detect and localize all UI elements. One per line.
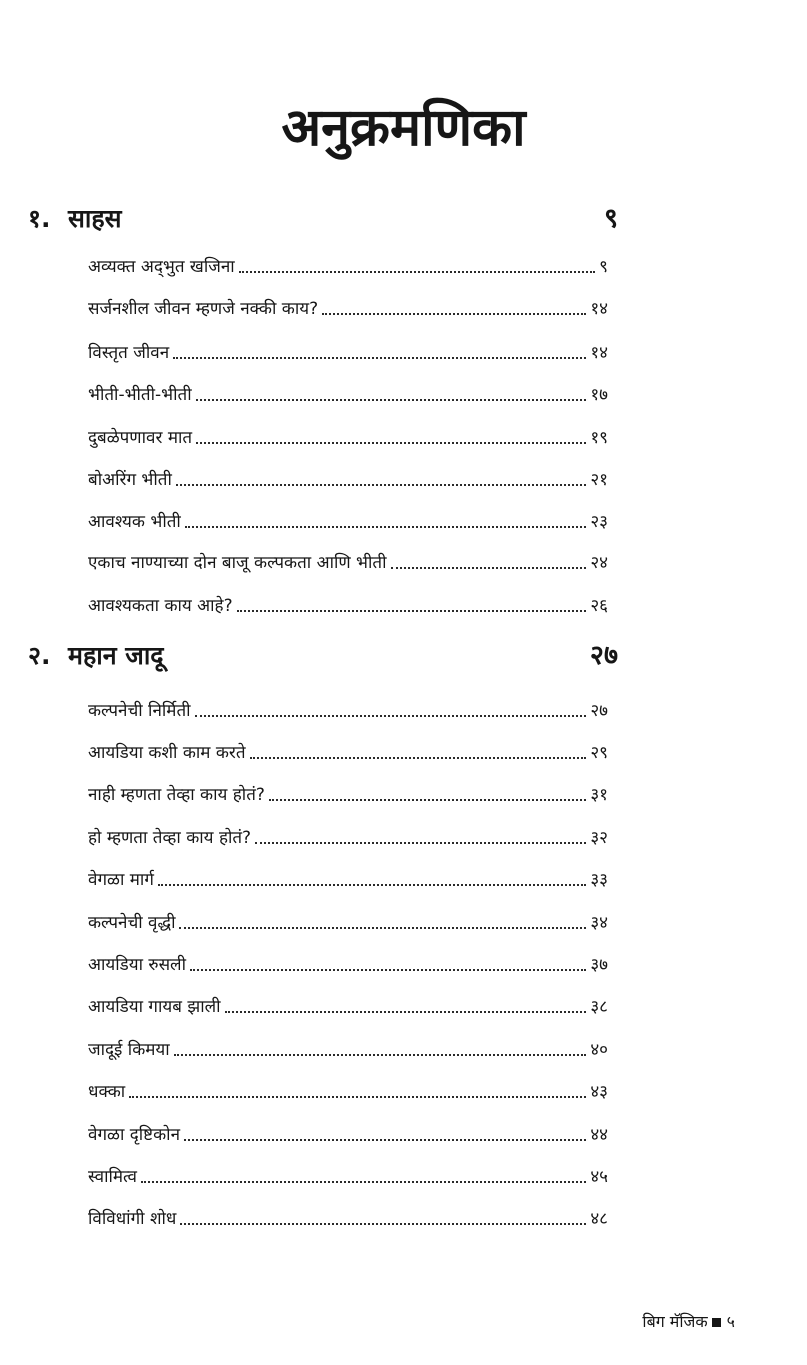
toc-entry-title: बोअरिंग भीती xyxy=(88,470,172,490)
toc-entry-page: ४८ xyxy=(590,1209,608,1229)
dot-leader xyxy=(250,757,587,759)
toc-entry-page: ४० xyxy=(590,1040,608,1060)
dot-leader xyxy=(176,484,586,486)
toc-entry-page: ९ xyxy=(599,257,608,277)
toc-entry-title: हो म्हणता तेव्हा काय होतं? xyxy=(88,828,252,848)
toc-entry xyxy=(88,250,608,280)
toc-entry-title: आवश्यकता काय आहे? xyxy=(88,596,233,616)
toc-entry-page: १४ xyxy=(590,299,608,319)
toc-entry xyxy=(88,778,608,808)
toc-entry xyxy=(88,863,608,893)
toc-entry-page: २७ xyxy=(590,701,608,721)
toc-entry-title: आयडिया रुसली xyxy=(88,955,186,975)
square-bullet-icon xyxy=(712,1318,721,1327)
toc-entry-page: ३८ xyxy=(590,997,608,1017)
toc-entry-page: ३४ xyxy=(590,913,608,933)
toc-entry xyxy=(88,1033,608,1063)
toc-entry xyxy=(88,505,608,535)
section-number: २. xyxy=(28,641,51,670)
toc-entry xyxy=(88,421,608,451)
toc-entry-title: जादूई किमया xyxy=(88,1040,170,1060)
section-page-number: २७ xyxy=(589,640,618,671)
dot-leader xyxy=(196,399,587,401)
section-number: १. xyxy=(28,204,51,233)
section-title: साहस xyxy=(68,204,122,233)
toc-entry-title: स्वामित्व xyxy=(88,1167,137,1187)
toc-entry-page: ४३ xyxy=(590,1082,608,1102)
toc-entry-page: १९ xyxy=(590,428,608,448)
dot-leader xyxy=(322,313,586,315)
toc-entry-title: धक्का xyxy=(88,1082,126,1102)
toc-entry-page: २६ xyxy=(590,596,608,616)
toc-entry-title: वेगळा दृष्टिकोन xyxy=(88,1125,181,1145)
dot-leader xyxy=(269,799,586,801)
dot-leader xyxy=(255,842,586,844)
toc-entry-title: विस्तृत जीवन xyxy=(88,343,170,363)
toc-entry-title: अव्यक्त अद्‌भुत खजिना xyxy=(88,257,235,277)
toc-entry xyxy=(88,694,608,724)
section-heading-2 xyxy=(28,633,618,673)
toc-entry-page: २४ xyxy=(590,553,608,573)
dot-leader xyxy=(195,715,587,717)
toc-entry-title: वेगळा मार्ग xyxy=(88,870,154,890)
toc-entry xyxy=(88,948,608,978)
toc-entry-title: आयडिया कशी काम करते xyxy=(88,743,246,763)
toc-entry-page: २३ xyxy=(590,512,608,532)
dot-leader xyxy=(180,1223,586,1225)
dot-leader xyxy=(196,442,586,444)
toc-entry-title: विविधांगी शोध xyxy=(88,1209,177,1229)
dot-leader xyxy=(179,927,586,929)
section-heading-1 xyxy=(28,196,618,236)
toc-entry-page: ३१ xyxy=(590,785,608,805)
toc-entry xyxy=(88,906,608,936)
toc-entry-title: दुबळेपणावर मात xyxy=(88,428,193,448)
toc-entry-title: सर्जनशील जीवन म्हणजे नक्की काय? xyxy=(88,299,319,319)
section-title: महान जादू xyxy=(68,641,164,670)
toc-entry-title: कल्पनेची निर्मिती xyxy=(88,701,191,721)
toc-entry xyxy=(88,1118,608,1148)
toc-entry-title: एकाच नाण्याच्या दोन बाजू कल्पकता आणि भीती xyxy=(88,553,387,573)
toc-entry xyxy=(88,990,608,1020)
toc-entry xyxy=(88,463,608,493)
toc-entry xyxy=(88,1202,608,1232)
toc-entry xyxy=(88,546,608,576)
dot-leader xyxy=(174,1054,587,1056)
page-title: अनुक्रमणिका xyxy=(281,98,526,158)
toc-entry xyxy=(88,378,608,408)
toc-entry-page: ३७ xyxy=(590,955,608,975)
toc-entry-title: भीती-भीती-भीती xyxy=(88,385,192,405)
dot-leader xyxy=(173,357,586,359)
toc-entry-page: २९ xyxy=(590,743,608,763)
toc-entry-title: नाही म्हणता तेव्हा काय होतं? xyxy=(88,785,265,805)
toc-entry-title: आवश्यक भीती xyxy=(88,512,181,532)
toc-entry-page: ३२ xyxy=(590,828,608,848)
toc-entry-page: १७ xyxy=(590,385,608,405)
toc-entry xyxy=(88,1160,608,1190)
section-page-number: ९ xyxy=(603,203,618,234)
toc-entry-page: १४ xyxy=(590,343,608,363)
dot-leader xyxy=(225,1011,587,1013)
toc-entry-title: कल्पनेची वृद्धी xyxy=(88,913,176,933)
dot-leader xyxy=(141,1181,586,1183)
toc-entry xyxy=(88,336,608,366)
dot-leader xyxy=(239,271,595,273)
toc-entry xyxy=(88,736,608,766)
page-footer xyxy=(642,1310,735,1334)
toc-entry-title: आयडिया गायब झाली xyxy=(88,997,221,1017)
dot-leader xyxy=(391,567,587,569)
dot-leader xyxy=(190,969,586,971)
footer-page-number: ५ xyxy=(726,1312,735,1331)
dot-leader xyxy=(237,610,587,612)
dot-leader xyxy=(129,1096,586,1098)
dot-leader xyxy=(184,1139,586,1141)
toc-entry-page: ४४ xyxy=(590,1125,608,1145)
footer-book-title: बिग मॅजिक xyxy=(642,1312,708,1331)
toc-entry-page: ३३ xyxy=(590,870,608,890)
dot-leader xyxy=(158,884,586,886)
toc-entry xyxy=(88,589,608,619)
toc-entry-page: २१ xyxy=(590,470,608,490)
toc-entry xyxy=(88,821,608,851)
toc-entry xyxy=(88,1075,608,1105)
toc-entry xyxy=(88,292,608,322)
dot-leader xyxy=(185,526,586,528)
toc-entry-page: ४५ xyxy=(590,1167,608,1187)
